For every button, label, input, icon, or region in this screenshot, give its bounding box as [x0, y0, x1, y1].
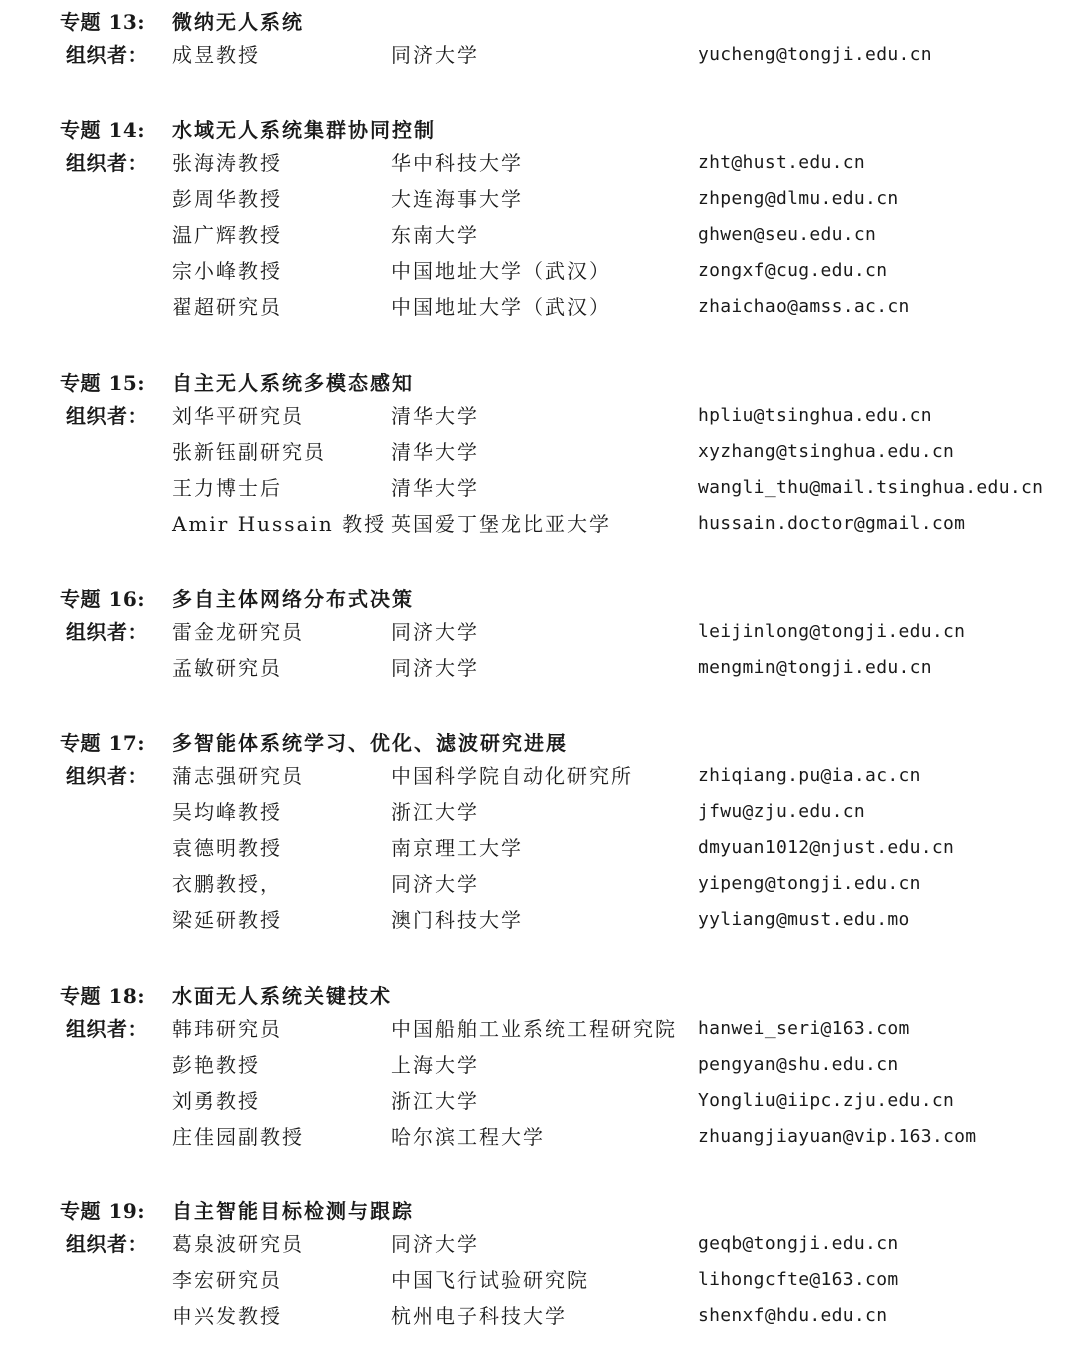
organizer-email: shenxf@hdu.edu.cn	[698, 1305, 888, 1326]
topic-header	[0, 725, 1080, 761]
topic-title: 多自主体网络分布式决策	[172, 587, 414, 611]
organizer-institution: 同济大学	[391, 1232, 479, 1256]
topic-label: 专题 19:	[60, 1199, 146, 1223]
organizer-institution: 英国爱丁堡龙比亚大学	[391, 512, 611, 536]
topic-header	[0, 978, 1080, 1014]
organizer-row	[0, 830, 1080, 866]
organizer-row	[0, 289, 1080, 325]
organizer-institution: 同济大学	[391, 620, 479, 644]
organizer-row	[0, 506, 1080, 542]
organizer-email: jfwu@zju.edu.cn	[698, 801, 866, 822]
organizer-institution: 南京理工大学	[391, 836, 523, 860]
organizer-institution: 华中科技大学	[391, 151, 523, 175]
organizer-row	[0, 217, 1080, 253]
organizer-row	[0, 37, 1080, 73]
organizer-label: 组织者：	[66, 764, 148, 788]
organizer-label: 组织者：	[66, 151, 148, 175]
topic-header	[0, 365, 1080, 401]
organizer-institution: 中国船舶工业系统工程研究院	[391, 1017, 677, 1041]
organizer-name: 梁延研教授	[172, 908, 282, 932]
organizer-institution: 中国地址大学（武汉）	[391, 295, 611, 319]
organizer-institution: 中国科学院自动化研究所	[391, 764, 633, 788]
topic-title: 水面无人系统关键技术	[172, 984, 392, 1008]
organizer-institution: 清华大学	[391, 440, 479, 464]
organizer-email: pengyan@shu.edu.cn	[698, 1054, 899, 1075]
organizer-row	[0, 398, 1080, 434]
organizer-name: 彭周华教授	[172, 187, 282, 211]
organizer-email: lihongcfte@163.com	[698, 1269, 899, 1290]
organizer-row	[0, 1047, 1080, 1083]
topic-header	[0, 112, 1080, 148]
organizer-label: 组织者：	[66, 43, 148, 67]
organizer-email: mengmin@tongji.edu.cn	[698, 657, 932, 678]
organizer-name: 宗小峰教授	[172, 259, 282, 283]
organizer-label: 组织者：	[66, 404, 148, 428]
organizer-email: xyzhang@tsinghua.edu.cn	[698, 441, 955, 462]
organizer-row	[0, 794, 1080, 830]
organizer-name: 李宏研究员	[172, 1268, 282, 1292]
organizer-email: zhiqiang.pu@ia.ac.cn	[698, 765, 921, 786]
organizer-name: 刘华平研究员	[172, 404, 304, 428]
organizer-email: hpliu@tsinghua.edu.cn	[698, 405, 932, 426]
organizer-name: 翟超研究员	[172, 295, 282, 319]
topic-label: 专题 13:	[60, 10, 146, 34]
organizer-email: yyliang@must.edu.mo	[698, 909, 910, 930]
organizer-name: Amir Hussain 教授	[172, 512, 387, 536]
organizer-email: zhuangjiayuan@vip.163.com	[698, 1126, 977, 1147]
organizer-row	[0, 902, 1080, 938]
organizer-email: hussain.doctor@gmail.com	[698, 513, 966, 534]
organizer-row	[0, 614, 1080, 650]
topic-label: 专题 14:	[60, 118, 146, 142]
topic-title: 水域无人系统集群协同控制	[172, 118, 436, 142]
organizer-name: 吴均峰教授	[172, 800, 282, 824]
topic-header	[0, 1193, 1080, 1229]
organizer-institution: 东南大学	[391, 223, 479, 247]
organizer-name: 袁德明教授	[172, 836, 282, 860]
organizer-institution: 中国飞行试验研究院	[391, 1268, 589, 1292]
topic-title: 微纳无人系统	[172, 10, 304, 34]
organizer-row	[0, 470, 1080, 506]
organizer-name: 孟敏研究员	[172, 656, 282, 680]
organizer-row	[0, 1226, 1080, 1262]
organizer-institution: 上海大学	[391, 1053, 479, 1077]
organizer-institution: 杭州电子科技大学	[391, 1304, 567, 1328]
topic-label: 专题 16:	[60, 587, 146, 611]
organizer-row	[0, 1298, 1080, 1334]
organizer-institution: 同济大学	[391, 872, 479, 896]
organizer-email: hanwei_seri@163.com	[698, 1018, 910, 1039]
organizer-email: leijinlong@tongji.edu.cn	[698, 621, 966, 642]
organizer-email: yucheng@tongji.edu.cn	[698, 44, 932, 65]
organizer-name: 庄佳园副教授	[172, 1125, 304, 1149]
organizer-email: geqb@tongji.edu.cn	[698, 1233, 899, 1254]
topic-title: 自主无人系统多模态感知	[172, 371, 414, 395]
organizer-label: 组织者：	[66, 1232, 148, 1256]
organizer-row	[0, 253, 1080, 289]
organizer-row	[0, 1011, 1080, 1047]
organizer-institution: 清华大学	[391, 476, 479, 500]
organizer-institution: 大连海事大学	[391, 187, 523, 211]
organizer-institution: 清华大学	[391, 404, 479, 428]
organizer-email: zht@hust.edu.cn	[698, 152, 866, 173]
organizer-name: 王力博士后	[172, 476, 282, 500]
organizer-name: 衣鹏教授，	[172, 872, 282, 896]
organizer-name: 彭艳教授	[172, 1053, 260, 1077]
organizer-name: 温广辉教授	[172, 223, 282, 247]
organizer-row	[0, 434, 1080, 470]
organizer-row	[0, 866, 1080, 902]
organizer-name: 成昱教授	[172, 43, 260, 67]
organizer-institution: 澳门科技大学	[391, 908, 523, 932]
organizer-row	[0, 145, 1080, 181]
topic-label: 专题 18:	[60, 984, 146, 1008]
organizer-name: 申兴发教授	[172, 1304, 282, 1328]
organizer-name: 张海涛教授	[172, 151, 282, 175]
organizer-row	[0, 1262, 1080, 1298]
topic-label: 专题 17:	[60, 731, 146, 755]
organizer-name: 张新钰副研究员	[172, 440, 326, 464]
topic-header	[0, 4, 1080, 40]
organizer-name: 韩玮研究员	[172, 1017, 282, 1041]
organizer-name: 刘勇教授	[172, 1089, 260, 1113]
organizer-row	[0, 181, 1080, 217]
organizer-name: 雷金龙研究员	[172, 620, 304, 644]
topic-label: 专题 15:	[60, 371, 146, 395]
organizer-row	[0, 1119, 1080, 1155]
organizer-institution: 浙江大学	[391, 800, 479, 824]
organizer-email: yipeng@tongji.edu.cn	[698, 873, 921, 894]
topic-title: 自主智能目标检测与跟踪	[172, 1199, 414, 1223]
organizer-institution: 浙江大学	[391, 1089, 479, 1113]
organizer-email: dmyuan1012@njust.edu.cn	[698, 837, 955, 858]
organizer-institution: 同济大学	[391, 43, 479, 67]
organizer-email: zhaichao@amss.ac.cn	[698, 296, 910, 317]
organizer-row	[0, 758, 1080, 794]
organizer-email: wangli_thu@mail.tsinghua.edu.cn	[698, 477, 1044, 498]
organizer-institution: 同济大学	[391, 656, 479, 680]
organizer-name: 葛泉波研究员	[172, 1232, 304, 1256]
organizer-row	[0, 650, 1080, 686]
organizer-email: zongxf@cug.edu.cn	[698, 260, 888, 281]
organizer-name: 蒲志强研究员	[172, 764, 304, 788]
organizer-institution: 中国地址大学（武汉）	[391, 259, 611, 283]
organizer-email: Yongliu@iipc.zju.edu.cn	[698, 1090, 955, 1111]
organizer-email: ghwen@seu.edu.cn	[698, 224, 877, 245]
organizer-email: zhpeng@dlmu.edu.cn	[698, 188, 899, 209]
organizer-institution: 哈尔滨工程大学	[391, 1125, 545, 1149]
organizer-label: 组织者：	[66, 1017, 148, 1041]
topic-header	[0, 581, 1080, 617]
organizer-row	[0, 1083, 1080, 1119]
organizer-label: 组织者：	[66, 620, 148, 644]
topic-title: 多智能体系统学习、优化、滤波研究进展	[172, 731, 568, 755]
